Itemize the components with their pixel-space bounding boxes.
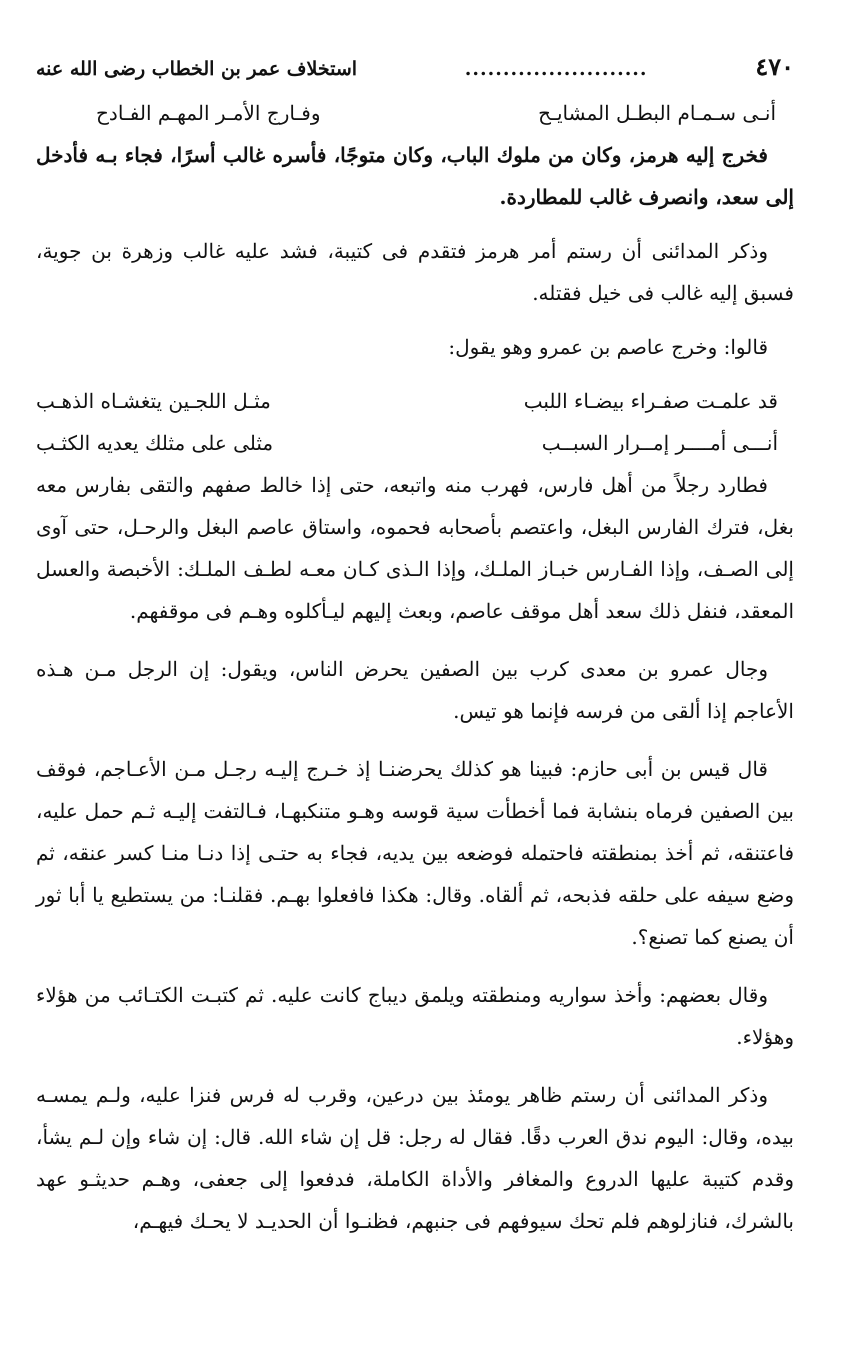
header-dots: ........................ bbox=[464, 58, 648, 80]
verse-line bbox=[36, 422, 794, 464]
paragraph: وذكر المدائنى أن رستم ظاهر يومئذ بين درعين، وقرب له فرس فنزا عليه، ولـم يمسـه بيده، وقال: اليوم ندق العرب دقًا. فقال له رجل: قل إن شاء الله. قال: إن شاء وإن لـم يشأ، وقدم كتيبة عليها الدروع والمغافر والأداة الكاملة، فدفعوا إلى جعفى، وهـم حديثـو عهد بالشرك، فنازلوهم فلم تحك سيوفهم فى جنبهم، فظنـوا أن الحديـد لا يحـك فيهـم، bbox=[36, 1083, 794, 1233]
paragraph: وذكر المدائنى أن رستم أمر هرمز فتقدم فى كتيبة، فشد عليه غالب وزهرة بن جوية، فسبق إليه غالب فى خيل فقتله. bbox=[36, 239, 794, 305]
verse-hemistich-right: قد علمـت صفـراء بيضـاء اللبب bbox=[523, 389, 778, 413]
paragraph: فطارد رجلاً من أهل فارس، فهرب منه واتبعه، حتى إذا خالط صفهم والتقى بفارس معه بغل، فترك الفارس البغل، واعتصم بأصحابه فحموه، واستاق عاصم البغل والرحـل، حتى آوى إلى الصـف، وإذا الفـارس خبـاز الملـك، وإذا الـذى كـان معـه لطـف الملـك: الأخبصة والعسل المعقد، فنفل ذلك سعد أهل موقف عاصم، وبعث إليهم ليـأكلوه وهـم فى موقفهم. bbox=[36, 473, 794, 623]
verse-line bbox=[36, 380, 794, 422]
paragraph: قال قيس بن أبى حازم: فبينا هو كذلك يحرضنـا إذ خـرج إليـه رجـل مـن الأعـاجم، فوقف بين الصفين فرماه بنشابة فما أخطأت سية قوسه وهـو متنكبهـا، فـالتفت إليـه ثـم حمل عليه، فاعتنقه، ثم أخذ بمنطقته فاحتمله فوضعه بين يديه، فجاء به حتـى إذا دنـا منـا كسر عنقه، ثم وضع سيفه على حلقه فذبحه، ثم ألقاه. وقال: هكذا فافعلوا بهـم. فقلنـا: من يستطيع يا أبا ثور أن يصنع كما تصنع؟. bbox=[36, 757, 794, 949]
verse-line bbox=[36, 92, 794, 134]
paragraph: وجال عمرو بن معدى كرب بين الصفين يحرض الناس، ويقول: إن الرجل مـن هـذه الأعاجم إذا ألقى من فرسه فإنما هو تيس. bbox=[36, 657, 794, 723]
verse-hemistich-left: مثلى على مثلك يعديه الكثـب bbox=[36, 431, 274, 455]
book-page bbox=[36, 52, 794, 1242]
verse-hemistich-left: مثـل اللجـين يتغشـاه الذهـب bbox=[36, 389, 271, 413]
header-title: استخلاف عمر بن الخطاب رضى الله عنه bbox=[36, 58, 358, 80]
page-number: ٤٧٠ bbox=[755, 52, 794, 81]
verse-hemistich-right: أنـى سـمـام البطـل المشايـح bbox=[538, 101, 776, 125]
verse-hemistich-left: وفـارج الأمـر المهـم الفـادح bbox=[96, 101, 321, 125]
running-header bbox=[36, 52, 794, 92]
paragraph: فخرج إليه هرمز، وكان من ملوك الباب، وكان متوجًا، فأسره غالب أسرًا، فجاء بـه فأدخل إلى سعد، وانصرف غالب للمطاردة. bbox=[36, 143, 794, 209]
paragraph: قالوا: وخرج عاصم بن عمرو وهو يقول: bbox=[448, 335, 768, 359]
verse-hemistich-right: أنـــى أمــــر إمــرار السبــب bbox=[541, 431, 778, 455]
paragraph: وقال بعضهم: وأخذ سواريه ومنطقته ويلمق ديباج كانت عليه. ثم كتبـت الكتـائب من هؤلاء وهؤلاء. bbox=[36, 983, 794, 1049]
